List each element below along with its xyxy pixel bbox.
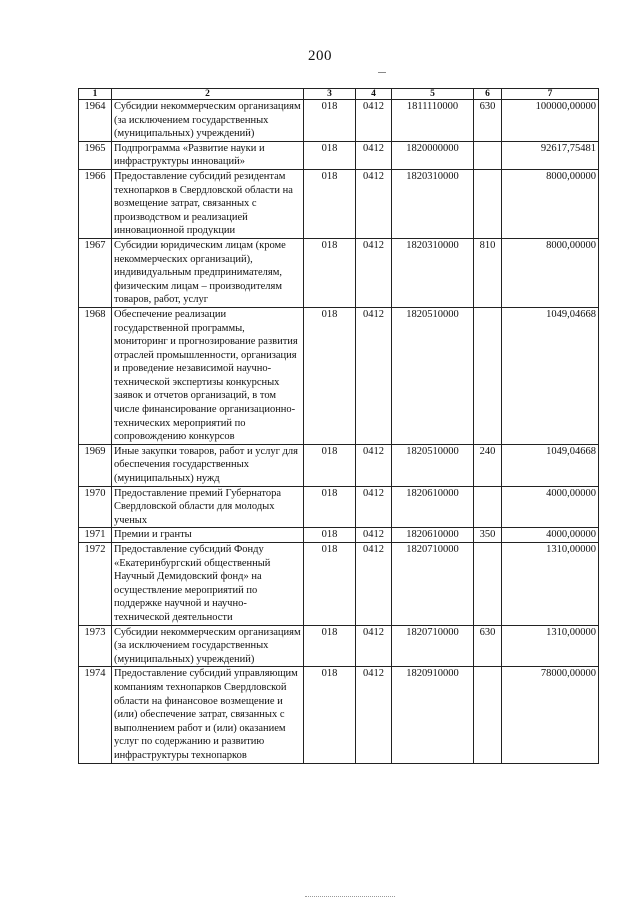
header-col-4: 4: [356, 89, 392, 100]
row-code-6: [474, 307, 502, 444]
row-code-5: 1820510000: [392, 444, 474, 486]
row-number: 1966: [79, 169, 112, 238]
row-sum: 4000,00000: [502, 486, 599, 528]
row-name: Предоставление субсидий управляющим компаниям технопарков Свердловской области на финансовое возмещение и (или) обеспечение затрат, связанных с выполнением работ и (или) оказанием услуг по содержанию и развитию инфраструктуры технопарков: [112, 667, 304, 763]
row-sum: 1310,00000: [502, 625, 599, 667]
row-code-4: 0412: [356, 486, 392, 528]
row-code-3: 018: [304, 169, 356, 238]
row-code-3: 018: [304, 486, 356, 528]
row-code-3: 018: [304, 141, 356, 169]
budget-table: [78, 88, 599, 764]
row-code-6: 630: [474, 100, 502, 142]
row-code-4: 0412: [356, 667, 392, 763]
page-number: 200: [308, 48, 332, 64]
row-sum: 1049,04668: [502, 444, 599, 486]
table-row: [79, 625, 599, 667]
row-number: 1971: [79, 528, 112, 543]
row-name: Субсидии юридическим лицам (кроме некоммерческих организаций), индивидуальным предпринимателям, физическим лицам – производителям товаров, работ, услуг: [112, 238, 304, 307]
row-code-4: 0412: [356, 444, 392, 486]
row-name: Предоставление субсидий Фонду «Екатеринбургский общественный Научный Демидовский фонд» на осуществление мероприятий по поддержке научной и научно-технической деятельности: [112, 543, 304, 626]
header-col-7: 7: [502, 89, 599, 100]
row-number: 1968: [79, 307, 112, 444]
table-row: [79, 444, 599, 486]
row-name: Премии и гранты: [112, 528, 304, 543]
table-row: [79, 486, 599, 528]
row-code-4: 0412: [356, 543, 392, 626]
row-code-5: 1820610000: [392, 528, 474, 543]
header-col-1: 1: [79, 89, 112, 100]
row-number: 1974: [79, 667, 112, 763]
header-col-3: 3: [304, 89, 356, 100]
row-code-3: 018: [304, 238, 356, 307]
row-number: 1969: [79, 444, 112, 486]
row-code-6: [474, 543, 502, 626]
row-sum: 8000,00000: [502, 169, 599, 238]
row-code-3: 018: [304, 543, 356, 626]
row-code-5: 1811110000: [392, 100, 474, 142]
row-code-3: 018: [304, 625, 356, 667]
row-code-4: 0412: [356, 141, 392, 169]
row-name: Подпрограмма «Развитие науки и инфраструктуры инноваций»: [112, 141, 304, 169]
row-code-3: 018: [304, 100, 356, 142]
row-sum: 1049,04668: [502, 307, 599, 444]
row-number: 1972: [79, 543, 112, 626]
table-header-row: [79, 89, 599, 100]
header-col-2: 2: [112, 89, 304, 100]
row-name: Предоставление премий Губернатора Свердловской области для молодых ученых: [112, 486, 304, 528]
row-code-4: 0412: [356, 100, 392, 142]
row-code-5: 1820310000: [392, 238, 474, 307]
row-number: 1967: [79, 238, 112, 307]
row-code-5: 1820710000: [392, 543, 474, 626]
row-code-5: 1820610000: [392, 486, 474, 528]
row-code-4: 0412: [356, 528, 392, 543]
row-code-4: 0412: [356, 169, 392, 238]
row-name: Субсидии некоммерческим организациям (за исключением государственных (муниципальных) учреждений): [112, 625, 304, 667]
row-sum: 8000,00000: [502, 238, 599, 307]
header-col-6: 6: [474, 89, 502, 100]
row-sum: 100000,00000: [502, 100, 599, 142]
row-code-6: [474, 141, 502, 169]
row-code-4: 0412: [356, 238, 392, 307]
table-row: [79, 238, 599, 307]
row-code-5: 1820710000: [392, 625, 474, 667]
row-code-3: 018: [304, 528, 356, 543]
row-code-6: [474, 486, 502, 528]
scan-mark: [378, 72, 386, 73]
row-number: 1965: [79, 141, 112, 169]
row-code-6: [474, 667, 502, 763]
table-row: [79, 528, 599, 543]
row-sum: 92617,75481: [502, 141, 599, 169]
row-code-5: 1820510000: [392, 307, 474, 444]
row-code-6: 240: [474, 444, 502, 486]
row-name: Предоставление субсидий резидентам технопарков в Свердловской области на возмещение затрат, связанных с производством и реализацией инновационной продукции: [112, 169, 304, 238]
row-sum: 1310,00000: [502, 543, 599, 626]
row-code-3: 018: [304, 307, 356, 444]
row-code-6: 630: [474, 625, 502, 667]
row-name: Иные закупки товаров, работ и услуг для обеспечения государственных (муниципальных) нужд: [112, 444, 304, 486]
table-row: [79, 169, 599, 238]
row-number: 1973: [79, 625, 112, 667]
row-code-3: 018: [304, 667, 356, 763]
row-code-4: 0412: [356, 625, 392, 667]
row-number: 1964: [79, 100, 112, 142]
header-col-5: 5: [392, 89, 474, 100]
row-name: Обеспечение реализации государственной программы, мониторинг и прогнозирование развития отраслей промышленности, организация и проведение независимой научно-технической экспертизы конкурсных заявок и отчетов организаций, в том числе финансирование организационно-технических мероприятий по сопровождению конкурсов: [112, 307, 304, 444]
row-code-5: 1820310000: [392, 169, 474, 238]
row-code-6: [474, 169, 502, 238]
table-row: [79, 543, 599, 626]
row-name: Субсидии некоммерческим организациям (за исключением государственных (муниципальных) учреждений): [112, 100, 304, 142]
row-number: 1970: [79, 486, 112, 528]
row-code-5: 1820910000: [392, 667, 474, 763]
row-code-6: 810: [474, 238, 502, 307]
row-code-3: 018: [304, 444, 356, 486]
row-code-5: 1820000000: [392, 141, 474, 169]
table-row: [79, 307, 599, 444]
row-code-4: 0412: [356, 307, 392, 444]
row-code-6: 350: [474, 528, 502, 543]
table-row: [79, 100, 599, 142]
table-row: [79, 141, 599, 169]
row-sum: 4000,00000: [502, 528, 599, 543]
row-sum: 78000,00000: [502, 667, 599, 763]
table-row: [79, 667, 599, 763]
scan-artifact: [305, 896, 395, 899]
